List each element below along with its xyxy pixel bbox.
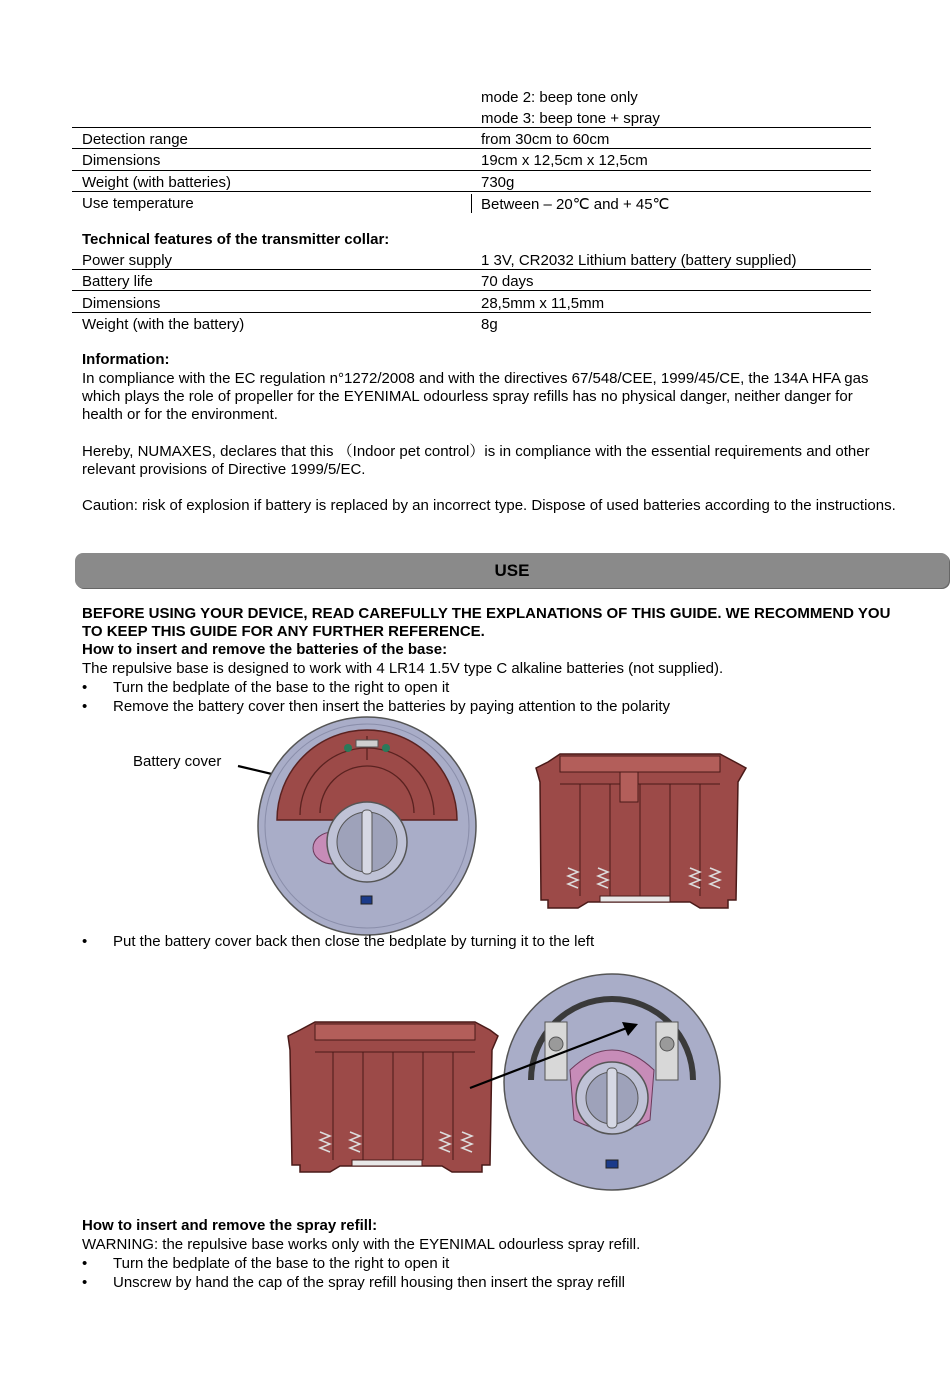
declaration-paragraph: Hereby, NUMAXES, declares that this （Indoor pet control）is in compliance with the essential requirements and other relevant provisions of Directive 1999/5/EC. xyxy=(82,443,870,478)
refill-heading: How to insert and remove the spray refill: xyxy=(82,1217,378,1234)
list-item-text: Turn the bedplate of the base to the right to open it xyxy=(113,1255,450,1272)
read-guide-warning: BEFORE USING YOUR DEVICE, READ CAREFULLY THE EXPLANATIONS OF THIS GUIDE. WE RECOMMEND YOU TO KEEP THIS GUIDE FOR ANY FURTHER REFERENCE. xyxy=(82,605,891,640)
list-item-text: Remove the battery cover then insert the batteries by paying attention to the polarity xyxy=(113,698,670,715)
spec-value: from 30cm to 60cm xyxy=(481,131,610,148)
mode-3-text: mode 3: beep tone + spray xyxy=(481,110,660,127)
spec-label: Power supply xyxy=(82,252,173,269)
table-rule xyxy=(72,191,871,192)
spec-value: 19cm x 12,5cm x 12,5cm xyxy=(481,152,648,169)
use-banner-title: USE xyxy=(494,561,530,580)
spec-value: Between – 20℃ and + 45℃ xyxy=(481,196,670,213)
spec-label: Dimensions xyxy=(82,152,161,169)
spec-label: Use temperature xyxy=(82,195,194,212)
table-row xyxy=(72,250,871,271)
table-rule xyxy=(72,170,871,171)
spec-label: Detection range xyxy=(82,131,188,148)
spec-label: Dimensions xyxy=(82,295,161,312)
spec-label: Weight (with batteries) xyxy=(82,174,231,191)
battery-figure-1 xyxy=(0,700,950,940)
spec-value: 1 3V, CR2032 Lithium battery (battery supplied) xyxy=(481,252,797,269)
caution-paragraph: Caution: risk of explosion if battery is replaced by an incorrect type. Dispose of used batteries according to the instructions. xyxy=(82,497,896,514)
bullet-glyph: • xyxy=(82,1255,88,1272)
table-row xyxy=(72,129,871,150)
base-bottom-view-image xyxy=(504,974,720,1190)
batteries-intro: The repulsive base is designed to work with 4 LR14 1.5V type C alkaline batteries (not supplied). xyxy=(82,660,724,677)
table-row xyxy=(72,172,871,193)
spec-value: 8g xyxy=(481,316,498,333)
bullet-glyph: • xyxy=(82,1274,88,1291)
batteries-heading: How to insert and remove the batteries of the base: xyxy=(82,641,448,658)
list-item-text: Put the battery cover back then close the bedplate by turning it to the left xyxy=(113,933,595,950)
table-row xyxy=(72,271,871,292)
table-rule xyxy=(72,148,871,149)
spec-value: 28,5mm x 11,5mm xyxy=(481,295,605,312)
spec-label: Weight (with the battery) xyxy=(82,316,245,333)
table-rule xyxy=(72,312,871,313)
use-section-banner xyxy=(75,553,949,588)
table-rule xyxy=(72,269,871,270)
bullet-glyph: • xyxy=(82,679,88,696)
battery-housing-image xyxy=(536,754,746,908)
spec-label: Battery life xyxy=(82,273,153,290)
table-rule xyxy=(72,127,871,128)
compliance-paragraph: In compliance with the EC regulation n°1272/2008 and with the directives 67/548/CEE, 1999/45/CE, the 134A HFA gas which plays the role of propeller for the EYENIMAL odourless spray refills has no physical danger, neither danger for health or for the environment. xyxy=(82,370,869,423)
information-heading: Information: xyxy=(82,351,170,368)
battery-cover-callout: Battery cover xyxy=(133,753,222,770)
spec-value: 730g xyxy=(481,174,515,191)
table-rule xyxy=(72,290,871,291)
battery-figure-2 xyxy=(0,960,950,1200)
bullet-glyph: • xyxy=(82,698,88,715)
list-item-text: Unscrew by hand the cap of the spray refill housing then insert the spray refill xyxy=(113,1274,625,1291)
table-row xyxy=(72,314,871,335)
bullet-glyph: • xyxy=(82,933,88,950)
base-bottom-view-image xyxy=(258,717,476,935)
refill-warning: WARNING: the repulsive base works only with the EYENIMAL odourless spray refill. xyxy=(82,1236,641,1253)
table-row xyxy=(72,293,871,314)
mode-2-text: mode 2: beep tone only xyxy=(481,89,638,106)
list-item-text: Turn the bedplate of the base to the right to open it xyxy=(113,679,450,696)
table-divider xyxy=(471,194,472,213)
table-row xyxy=(72,150,871,171)
battery-housing-image xyxy=(288,1022,498,1172)
collar-heading: Technical features of the transmitter collar: xyxy=(82,231,390,248)
spec-value: 70 days xyxy=(481,273,534,290)
